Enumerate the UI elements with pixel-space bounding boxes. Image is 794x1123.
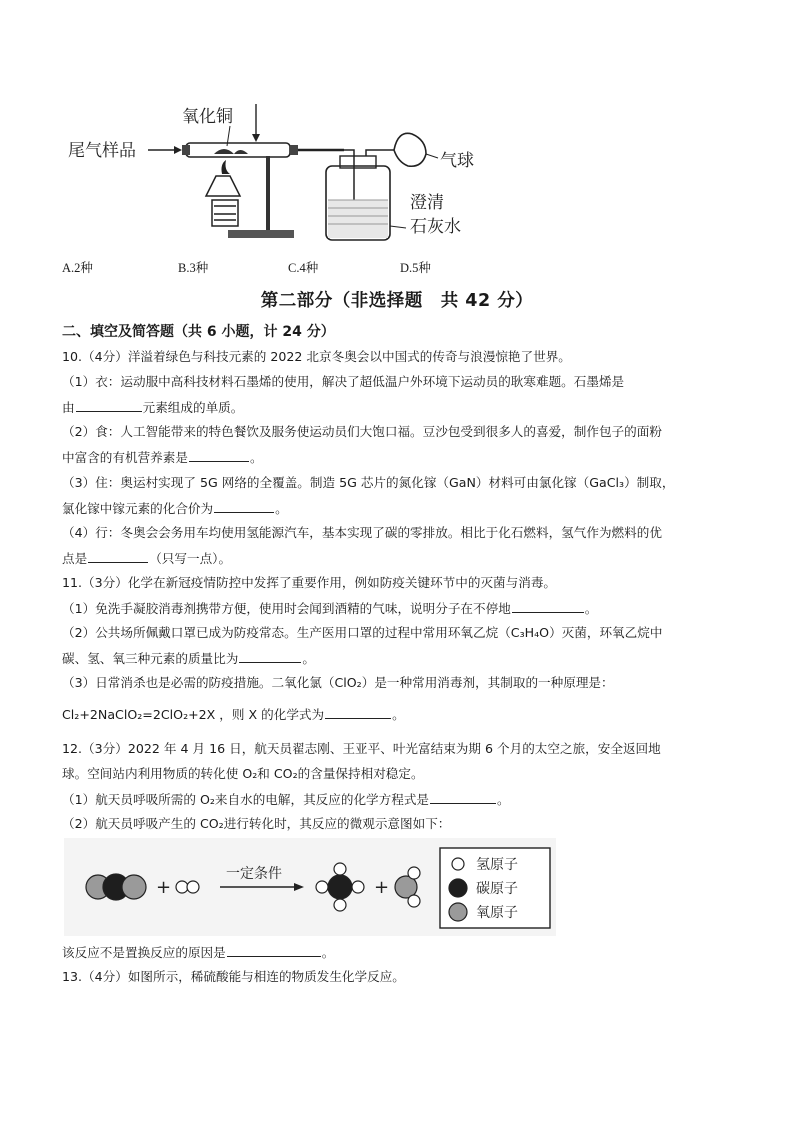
label-limewater-2: 石灰水 [410, 217, 461, 236]
legend-hydrogen-label: 氢原子 [476, 857, 518, 873]
label-copper-oxide: 氧化铜 [182, 107, 233, 126]
ch4-hydrogen-right [352, 881, 364, 893]
q10-p1b-post: 元素组成的单质。 [142, 400, 244, 415]
q12-answer-blank-2[interactable] [227, 944, 321, 957]
q10-p3a: （3）住：奥运村实现了 5G 网络的全覆盖。制造 5G 芯片的氮化镓（GaN）材料可由氯化镓（GaCl₃）制取， [62, 475, 675, 490]
q12-p1-pre: （1）航天员呼吸所需的 O₂来自水的电解，其反应的化学方程式是 [62, 792, 430, 807]
q11-p3b-pre: Cl₂+2NaClO₂=2ClO₂+2X ，则 X 的化学式为 [62, 707, 325, 722]
plus-sign-2: + [374, 877, 390, 898]
q10-p2a: （2）食：人工智能带来的特色餐饮及服务使运动员们大饱口福。豆沙包受到很多人的喜爱，制作包子的面粉 [62, 424, 662, 439]
legend-oxygen-label: 氧原子 [476, 905, 518, 921]
option-d[interactable]: D.5种 [400, 261, 431, 275]
q13-stem: 13.（4分）如图所示，稀硫酸能与相连的物质发生化学反应。 [62, 969, 405, 984]
h2-hydrogen-2 [187, 881, 199, 893]
q10-p3b [62, 500, 288, 517]
q10-p2b-post: 。 [249, 450, 263, 465]
legend-carbon-icon [449, 879, 467, 897]
ch4-hydrogen-left [316, 881, 328, 893]
ch4-hydrogen-bottom [334, 899, 346, 911]
option-b[interactable]: B.3种 [178, 261, 209, 275]
h2-hydrogen-1 [176, 881, 188, 893]
q10-answer-blank-4[interactable] [88, 550, 148, 563]
q10-p2b [62, 449, 263, 466]
q11-p2b [62, 650, 315, 667]
q12-p2: （2）航天员呼吸产生的 CO₂进行转化时，其反应的微观示意图如下： [62, 816, 451, 831]
q12-p1-post: 。 [497, 792, 510, 807]
q12-after [62, 944, 334, 961]
legend-carbon-label: 碳原子 [476, 881, 518, 897]
q11-p2b-pre: 碳、氢、氧三种元素的质量比为 [62, 651, 239, 666]
q11-p1-post: 。 [584, 601, 598, 616]
q11-stem: 11.（3分）化学在新冠疫情防控中发挥了重要作用，例如防疫关键环节中的灭菌与消毒。 [62, 575, 557, 590]
reaction-condition: 一定条件 [226, 866, 282, 882]
q11-answer-blank-3[interactable] [325, 706, 391, 719]
q12-after-post: 。 [321, 945, 335, 960]
legend-oxygen-icon [449, 903, 467, 921]
q10-p4b [62, 550, 231, 567]
q11-p3a: （3）日常消杀也是必需的防疫措施。二氧化氯（ClO₂）是一种常用消毒剂，其制取的一种原理是： [62, 675, 614, 690]
q10-answer-blank-1[interactable] [76, 399, 142, 412]
part-heading: 二、填空及简答题（共 6 小题，计 24 分） [62, 324, 335, 340]
q11-p2a: （2）公共场所佩戴口罩已成为防疫常态。生产医用口罩的过程中常用环氧乙烷（C₃H₄O）灭菌，环氧乙烷中 [62, 625, 663, 640]
q12-stem-b: 球。空间站内利用物质的转化使 O₂和 CO₂的含量保持相对稳定。 [62, 766, 424, 781]
label-tail-gas: 尾气样品 [68, 141, 136, 160]
apparatus-figure [64, 96, 482, 244]
q12-stem-a: 12.（3分）2022 年 4 月 16 日，航天员翟志刚、王亚平、叶光富结束为期 6 个月的太空之旅，安全返回地 [62, 741, 661, 756]
q10-p3b-post: 。 [275, 501, 288, 516]
q10-p4a: （4）行：冬奥会会务用车均使用氢能源汽车，基本实现了碳的零排放。相比于化石燃料，氢气作为燃料的优 [62, 525, 662, 540]
h2o-hydrogen-1 [408, 867, 420, 879]
q10-p4b-pre: 点是 [62, 551, 88, 566]
q10-p4b-post: （只写一点）。 [149, 551, 232, 566]
q10-stem: 10.（4分）洋溢着绿色与科技元素的 2022 北京冬奥会以中国式的传奇与浪漫惊艳了世界。 [62, 349, 571, 364]
ch4-carbon [328, 875, 352, 899]
label-balloon: 气球 [440, 151, 474, 170]
q11-p1 [62, 600, 597, 617]
q10-p1b [62, 399, 243, 416]
q12-answer-blank-1[interactable] [430, 791, 496, 804]
h2o-hydrogen-2 [408, 895, 420, 907]
section-title: 第二部分（非选择题 共 42 分） [260, 291, 534, 311]
q11-p1-pre: （1）免洗手凝胶消毒剂携带方便，使用时会闻到酒精的气味，说明分子在不停地 [62, 601, 511, 616]
q11-answer-blank-1[interactable] [512, 600, 584, 613]
q10-answer-blank-2[interactable] [189, 449, 249, 462]
legend-hydrogen-icon [452, 858, 464, 870]
q10-p2b-pre: 中富含的有机营养素是 [62, 450, 188, 465]
plus-sign-1: + [156, 877, 172, 898]
co2-oxygen-right [122, 875, 146, 899]
q11-answer-blank-2[interactable] [239, 650, 301, 663]
q10-answer-blank-3[interactable] [214, 500, 274, 513]
q10-p3b-pre: 氯化镓中镓元素的化合价为 [62, 501, 214, 516]
option-a[interactable]: A.2种 [62, 261, 93, 275]
q10-p1b-pre: 由 [62, 400, 75, 415]
option-c[interactable]: C.4种 [288, 261, 319, 275]
label-limewater-1: 澄清 [410, 193, 444, 212]
q10-p1a: （1）衣：运动服中高科技材料石墨烯的使用，解决了超低温户外环境下运动员的耿寒难题。石墨烯是 [62, 374, 625, 389]
ch4-hydrogen-top [334, 863, 346, 875]
q11-p3b [62, 706, 405, 723]
q11-p2b-post: 。 [302, 651, 315, 666]
q12-p1 [62, 791, 510, 808]
q12-after-pre: 该反应不是置换反应的原因是 [62, 945, 226, 960]
q11-p3b-post: 。 [392, 707, 405, 722]
reaction-diagram [64, 838, 556, 936]
